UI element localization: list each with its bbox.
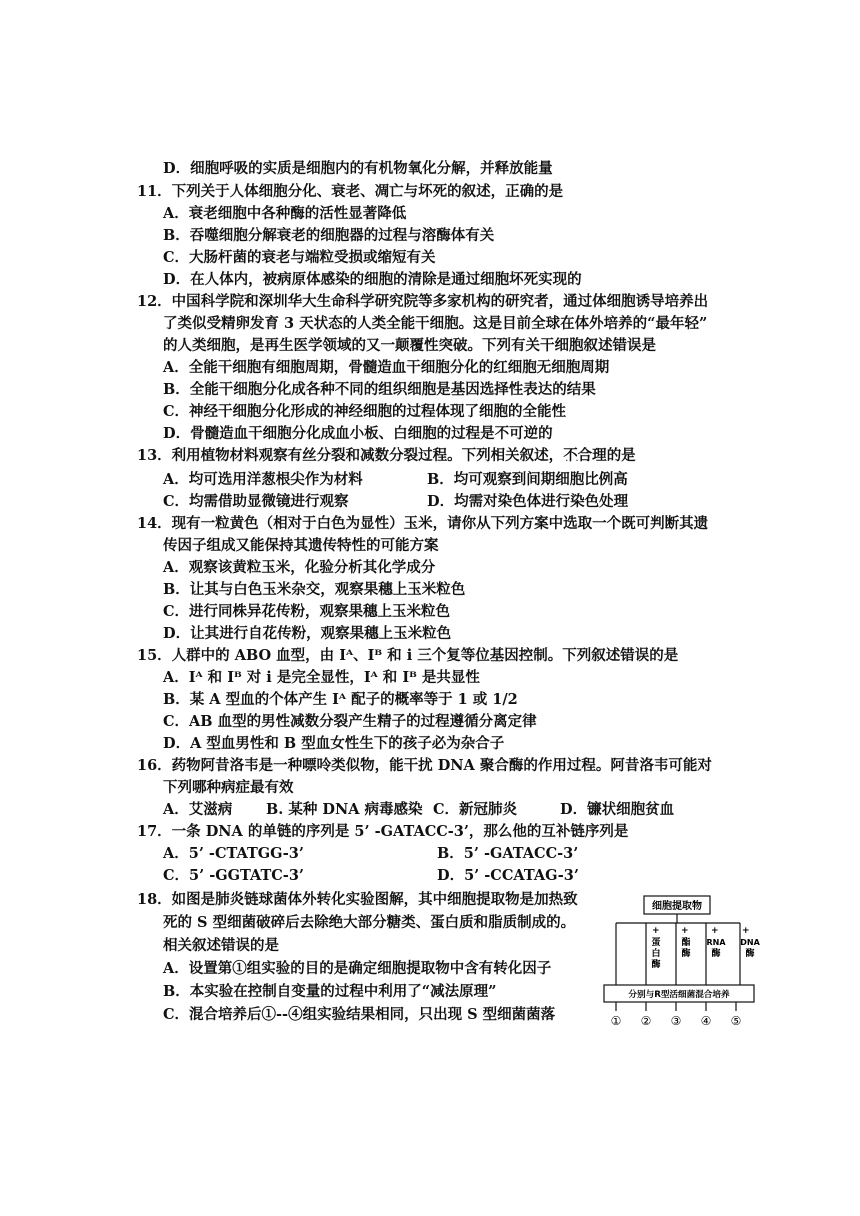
q14-option-d: D．让其进行自花传粉，观察果穗上玉米粒色: [163, 625, 452, 642]
group-4-label: ④: [700, 1014, 712, 1028]
q15-option-d: D．A 型血男性和 B 型血女性生下的孩子必为杂合子: [163, 735, 505, 752]
q12-stem-line2: 了类似受精卵发育 3 天状态的人类全能干细胞。这是目前全球在体外培养的“最年轻”: [163, 315, 708, 332]
q17-option-b: B．5’ -GATACC-3’: [437, 845, 579, 862]
enzyme-dnase-label: DNA: [740, 938, 760, 947]
q15-option-a: A．Iᴬ 和 Iᴮ 对 i 是完全显性，Iᴬ 和 Iᴮ 是共显性: [163, 669, 480, 686]
q18-stem-line2: 死的 S 型细菌破碎后去除绝大部分糖类、蛋白质和脂质制成的。: [163, 914, 576, 931]
q13-option-d: D．均需对染色体进行染色处理: [427, 493, 629, 510]
q14-option-a: A．观察该黄粒玉米，化验分析其化学成分: [163, 559, 436, 576]
q14-stem-line1: 14．现有一粒黄色（相对于白色为显性）玉米，请你从下列方案中选取一个既可判断其遗: [137, 515, 709, 532]
q14-option-b: B．让其与白色玉米杂交，观察果穗上玉米粒色: [163, 581, 466, 598]
q18-option-a: A．设置第①组实验的目的是确定细胞提取物中含有转化因子: [163, 960, 552, 977]
q18-stem-line1: 18．如图是肺炎链球菌体外转化实验图解，其中细胞提取物是加热致: [137, 891, 578, 908]
group-5-label: ⑤: [730, 1014, 742, 1028]
q15-stem: 15．人群中的 ABO 血型，由 Iᴬ、Iᴮ 和 i 三个复等位基因控制。下列叙述错误的是: [137, 647, 679, 664]
q12-option-d: D．骨髓造血干细胞分化成血小板、白细胞的过程是不可逆的: [163, 425, 553, 442]
enzyme-esterase-char-2: 酶: [681, 949, 691, 959]
q12-option-b: B．全能干细胞分化成各种不同的组织细胞是基因选择性表达的结果: [163, 381, 596, 398]
q16-option-c: C．新冠肺炎: [433, 801, 518, 818]
q17-option-a: A．5’ -CTATGG-3’: [163, 845, 304, 862]
q11-option-d: D．在人体内，被病原体感染的细胞的清除是通过细胞坏死实现的: [163, 271, 582, 288]
q17-option-c: C．5’ -GGTATC-3’: [163, 867, 304, 884]
mix-culture-label: 分别与R型活细菌混合培养: [628, 990, 730, 1000]
q12-option-c: C．神经干细胞分化形成的神经细胞的过程体现了细胞的全能性: [163, 403, 567, 420]
enzyme-rnase-label: RNA: [706, 938, 726, 947]
q12-option-a: A．全能干细胞有细胞周期，骨髓造血干细胞分化的红细胞无细胞周期: [163, 359, 610, 376]
enzyme-protease-char-3: 酶: [651, 960, 661, 970]
q16-stem-line1: 16．药物阿昔洛韦是一种嘌呤类似物，能干扰 DNA 聚合酶的作用过程。阿昔洛韦可能对: [137, 757, 712, 774]
group-3-label: ③: [670, 1014, 682, 1028]
q13-option-a: A．均可选用洋葱根尖作为材料: [163, 471, 363, 488]
q11-option-a: A．衰老细胞中各种酶的活性显著降低: [163, 205, 407, 222]
plus-sign-5: +: [742, 926, 750, 936]
plus-sign-4: +: [711, 926, 719, 936]
q13-option-c: C．均需借助显微镜进行观察: [163, 493, 349, 510]
q18-option-b: B．本实验在控制自变量的过程中利用了“减法原理”: [163, 983, 497, 1000]
q17-option-d: D．5’ -CCATAG-3’: [437, 867, 579, 884]
q13-stem: [137, 446, 636, 466]
q13-stem-end: 的是: [606, 447, 636, 464]
q18-option-c: C．混合培养后①--④组实验结果相同，只出现 S 型细菌菌落: [163, 1006, 556, 1023]
plus-sign-3: +: [681, 926, 689, 936]
transformation-experiment-diagram: [600, 893, 770, 1033]
group-1-label: ①: [610, 1014, 622, 1028]
q10-option-d: D．细胞呼吸的实质是细胞内的有机物氧化分解，并释放能量: [163, 160, 553, 177]
enzyme-rnase-char: 酶: [711, 949, 721, 959]
q11-option-b: B．吞噬细胞分解衰老的细胞器的过程与溶酶体有关: [163, 227, 495, 244]
q16-option-a: A．艾滋病: [163, 801, 233, 818]
q12-stem-line3: 的人类细胞，是再生医学领域的又一颠覆性突破。下列有关干细胞叙述错误是: [163, 337, 656, 354]
enzyme-esterase-char-1: 酯: [681, 938, 691, 948]
extract-box-label: 细胞提取物: [652, 901, 702, 912]
q13-stem-text: 13．利用植物材料观察有丝分裂和减数分裂过程。下列相关叙述，: [137, 447, 564, 464]
q15-option-b: B．某 A 型血的个体产生 Iᴬ 配子的概率等于 1 或 1/2: [163, 691, 518, 708]
enzyme-dnase-char: 酶: [745, 949, 755, 959]
enzyme-protease-char-2: 白: [651, 949, 661, 959]
q15-option-c: C．AB 血型的男性减数分裂产生精子的过程遵循分离定律: [163, 713, 537, 730]
plus-sign-2: +: [652, 926, 660, 936]
q13-stem-emphasis: 不合理 · · ·: [563, 447, 607, 464]
enzyme-protease-char-1: 蛋: [651, 938, 661, 948]
q16-option-b: B. 某种 DNA 病毒感染: [266, 801, 423, 818]
q18-stem-line3: 相关叙述错误的是: [163, 937, 279, 954]
q14-stem-line2: 传因子组成又能保持其遗传特性的可能方案: [163, 537, 439, 554]
q14-option-c: C．进行同株异花传粉，观察果穗上玉米粒色: [163, 603, 451, 620]
q17-stem: 17．一条 DNA 的单链的序列是 5’ -GATACC-3’，那么他的互补链序列是: [137, 823, 629, 840]
q16-option-d: D．镰状细胞贫血: [560, 801, 675, 818]
q11-option-c: C．大肠杆菌的衰老与端粒受损或缩短有关: [163, 249, 436, 266]
q11-stem: 11．下列关于人体细胞分化、衰老、凋亡与坏死的叙述，正确的是: [137, 183, 564, 200]
q13-option-b: B．均可观察到间期细胞比例高: [427, 471, 628, 488]
q12-stem-line1: 12．中国科学院和深圳华大生命科学研究院等多家机构的研究者，通过体细胞诱导培养出: [137, 293, 709, 310]
q16-stem-line2: 下列哪种病症最有效: [163, 779, 294, 796]
group-2-label: ②: [640, 1014, 652, 1028]
